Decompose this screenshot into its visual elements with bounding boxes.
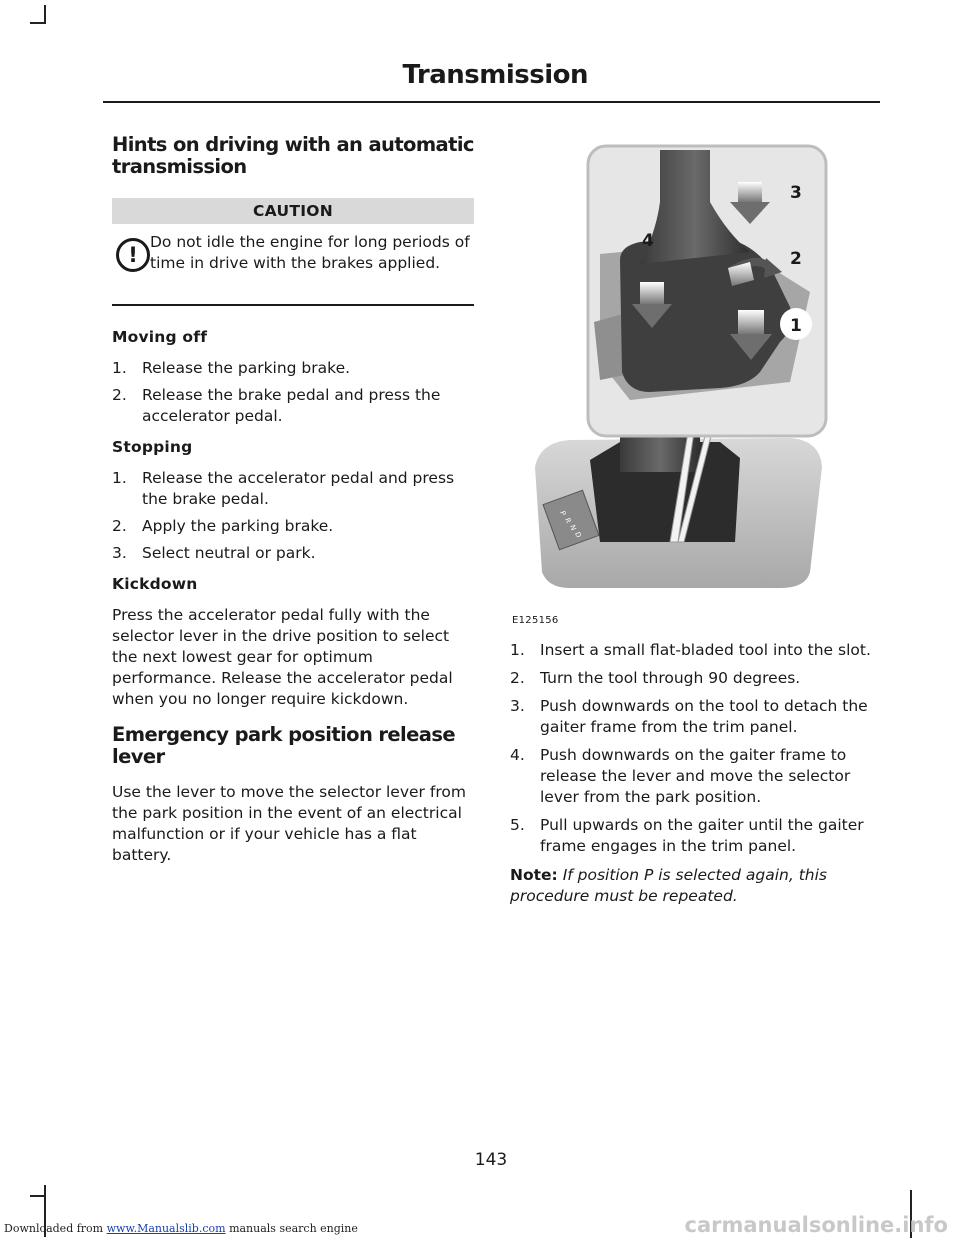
list-item: 4. Push downwards on the gaiter frame to release the lever and move the selector lever from the park position. — [510, 746, 851, 806]
list-item: 1. Insert a small flat-bladed tool into the slot. — [510, 641, 871, 659]
note-text: If position P is selected again, this procedure must be repeated. — [510, 866, 828, 905]
page-number: 143 — [474, 1150, 508, 1170]
list-item: 2. Release the brake pedal and press the accelerator pedal. — [112, 386, 441, 425]
gear-selector-illustration — [510, 142, 830, 622]
crop-mark — [30, 22, 46, 24]
left-column — [112, 134, 474, 866]
list-item: 1. Release the parking brake. — [112, 359, 351, 377]
list-item: 1. Release the accelerator pedal and press the brake pedal. — [112, 469, 455, 508]
list-item: 5. Pull upwards on the gaiter until the gaiter frame engages in the trim panel. — [510, 816, 864, 855]
note — [510, 865, 880, 907]
header-rule — [103, 101, 880, 103]
caution-box — [112, 232, 474, 304]
stopping-heading: Stopping — [112, 438, 193, 456]
crop-mark — [44, 5, 46, 23]
note-label: Note: — [510, 866, 558, 884]
list-item: 2. Turn the tool through 90 degrees. — [510, 669, 801, 687]
caution-rule — [112, 304, 474, 306]
moving-off-list — [112, 358, 474, 427]
svg-text:N: N — [568, 523, 578, 532]
download-footer: Downloaded from www.Manualslib.com manuals search engine — [4, 1222, 358, 1235]
list-item: 3. Select neutral or park. — [112, 544, 316, 562]
emergency-text: Use the lever to move the selector lever from the park position in the event of an electrical malfunction or if your vehicle has a flat battery. — [112, 783, 466, 864]
page-header-title: Transmission — [402, 60, 588, 90]
svg-text:D: D — [573, 530, 583, 539]
figure-code: E125156 — [512, 615, 559, 626]
manualslib-link[interactable]: www.Manualslib.com — [106, 1222, 226, 1235]
hints-heading: Hints on driving with an automatic transmission — [112, 133, 474, 178]
kickdown-heading: Kickdown — [112, 575, 198, 593]
callout-number: 3 — [790, 183, 802, 203]
caution-bar: CAUTION — [112, 198, 474, 224]
exclamation-circle-icon: ! — [116, 238, 150, 272]
stopping-list — [112, 468, 474, 564]
moving-off-heading: Moving off — [112, 328, 208, 346]
release-steps-list — [510, 640, 880, 857]
callout-number: 2 — [790, 249, 802, 269]
list-item: 3. Push downwards on the tool to detach the gaiter frame from the trim panel. — [510, 697, 868, 736]
caution-text: Do not idle the engine for long periods of time in drive with the brakes applied. — [150, 233, 470, 272]
kickdown-text: Press the accelerator pedal fully with the selector lever in the drive position to select the next lowest gear for optimum performance. Release the accelerator pedal when you no longer require kickdown. — [112, 606, 453, 708]
svg-text:R: R — [563, 516, 573, 525]
callout-number: 4 — [642, 231, 654, 251]
emergency-heading: Emergency park position release lever — [112, 723, 455, 768]
svg-text:P: P — [558, 509, 568, 517]
callout-number: 1 — [790, 316, 802, 336]
crop-mark — [30, 1195, 46, 1197]
right-column — [510, 640, 880, 907]
watermark: carmanualsonline.info — [684, 1213, 948, 1237]
list-item: 2. Apply the parking brake. — [112, 517, 334, 535]
